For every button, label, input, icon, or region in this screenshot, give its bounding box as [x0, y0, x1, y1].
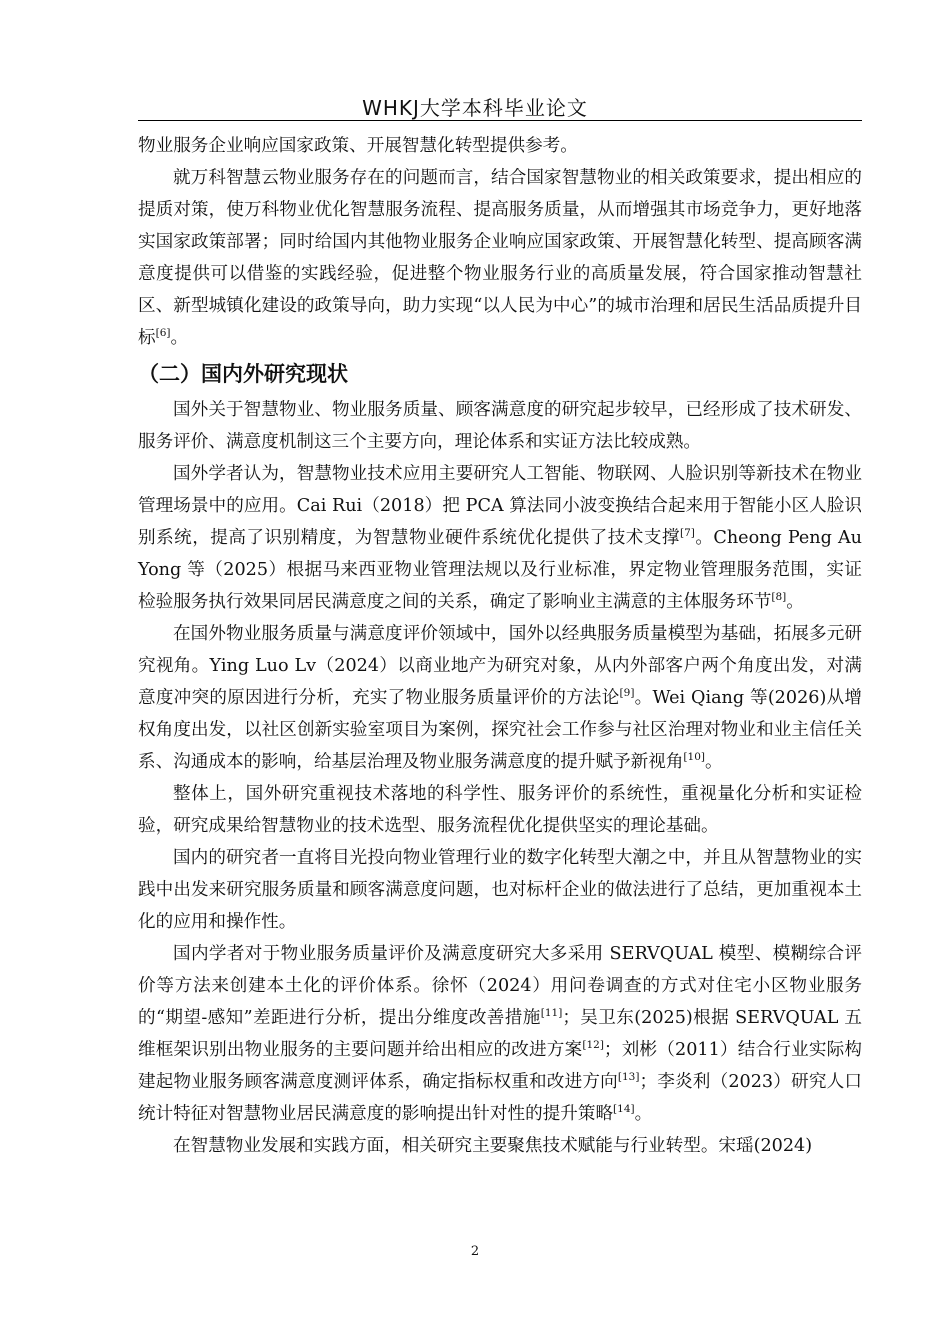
paragraph-text: 。	[170, 328, 189, 348]
paragraph-text: 在智慧物业发展和实践方面，相关研究主要聚焦技术赋能与行业转型。宋瑶(2024)	[173, 1136, 813, 1156]
paragraph	[138, 842, 862, 938]
paragraph-text: ；吴卫东(2025)根据 SERVQUAL 五维框架识别出物业服务的主要问题并给出相应的改进方案	[138, 1008, 863, 1060]
paragraph	[138, 778, 862, 842]
citation-ref: [6]	[155, 327, 171, 339]
paragraph	[138, 394, 862, 458]
paragraph-text: 。Cheong Peng Au Yong 等（2025）根据马来西亚物业管理法规以及行业标准，界定物业管理服务范围，实证检验服务执行效果同居民满意度之间的关系，确定了影响业主满意的主体服务环节	[138, 528, 862, 612]
paragraph	[138, 458, 862, 618]
body-text	[138, 130, 862, 1162]
paragraph-text: 在国外物业服务质量与满意度评价领域中，国外以经典服务质量模型为基础，拓展多元研究视角。Ying Luo Lv（2024）以商业地产为研究对象，从内外部客户两个角度出发，对满意度冲突的原因进行分析，充实了物业服务质量评价的方法论	[138, 624, 862, 708]
paragraph-text: 。	[634, 1104, 653, 1124]
paragraph	[138, 130, 862, 162]
paragraph-text: 。Wei Qiang 等(2026)从增权角度出发，以社区创新实验室项目为案例，探究社会工作参与社区治理对物业和业主信任关系、沟通成本的影响，给基层治理及物业服务满意度的提升赋予新视角	[138, 688, 862, 772]
paragraph-text: 。	[786, 592, 804, 612]
paragraph	[138, 938, 862, 1130]
paragraph	[138, 162, 862, 354]
paragraph-text: 国内的研究者一直将目光投向物业管理行业的数字化转型大潮之中，并且从智慧物业的实践中出发来研究服务质量和顾客满意度问题，也对标杆企业的做法进行了总结，更加重视本土化的应用和操作性。	[138, 848, 862, 932]
citation-ref: [12]	[582, 1039, 604, 1051]
running-header: WHKJ大学本科毕业论文	[362, 96, 588, 120]
paragraph	[138, 618, 862, 778]
citation-ref: [9]	[619, 687, 635, 699]
citation-ref: [7]	[679, 527, 695, 539]
paragraph	[138, 1130, 862, 1162]
citation-ref: [14]	[613, 1103, 635, 1115]
citation-ref: [8]	[771, 591, 787, 603]
paragraph-text: 整体上，国外研究重视技术落地的科学性、服务评价的系统性，重视量化分析和实证检验，研究成果给智慧物业的技术选型、服务流程优化提供坚实的理论基础。	[138, 784, 862, 836]
paragraph-text: ；刘彬（2011）结合行业实际构建起物业服务顾客满意度测评体系，确定指标权重和改进方向	[138, 1040, 862, 1092]
paragraph-text: 国内学者对于物业服务质量评价及满意度研究大多采用 SERVQUAL 模型、模糊综合评价等方法来创建本土化的评价体系。徐怀（2024）用问卷调查的方式对住宅小区物业服务的“期望-感知”差距进行分析，提出分维度改善措施	[138, 944, 862, 1028]
section-heading: （二）国内外研究现状	[138, 362, 348, 386]
paragraph-text: 国外关于智慧物业、物业服务质量、顾客满意度的研究起步较早，已经形成了技术研发、服务评价、满意度机制这三个主要方向，理论体系和实证方法比较成熟。	[138, 400, 862, 452]
paragraph-text: ；李炎利（2023）研究人口统计特征对智慧物业居民满意度的影响提出针对性的提升策略	[138, 1072, 862, 1124]
header-rule	[138, 120, 862, 121]
citation-ref: [10]	[683, 751, 705, 763]
citation-ref: [13]	[617, 1071, 640, 1083]
page-number: 2	[470, 1244, 480, 1259]
citation-ref: [11]	[540, 1007, 563, 1019]
paragraph-text: 物业服务企业响应国家政策、开展智慧化转型提供参考。	[138, 136, 578, 156]
paragraph-text: 。	[704, 752, 723, 772]
paragraph-text: 国外学者认为，智慧物业技术应用主要研究人工智能、物联网、人脸识别等新技术在物业管理场景中的应用。Cai Rui（2018）把 PCA 算法同小波变换结合起来用于智能小区人脸识别系统，提高了识别精度，为智慧物业硬件系统优化提供了技术支撑	[138, 464, 862, 548]
paragraph-text: 就万科智慧云物业服务存在的问题而言，结合国家智慧物业的相关政策要求，提出相应的提质对策，使万科物业优化智慧服务流程、提高服务质量，从而增强其市场竞争力，更好地落实国家政策部署；同时给国内其他物业服务企业响应国家政策、开展智慧化转型、提高顾客满意度提供可以借鉴的实践经验，促进整个物业服务行业的高质量发展，符合国家推动智慧社区、新型城镇化建设的政策导向，助力实现“以人民为中心”的城市治理和居民生活品质提升目标	[138, 168, 862, 348]
